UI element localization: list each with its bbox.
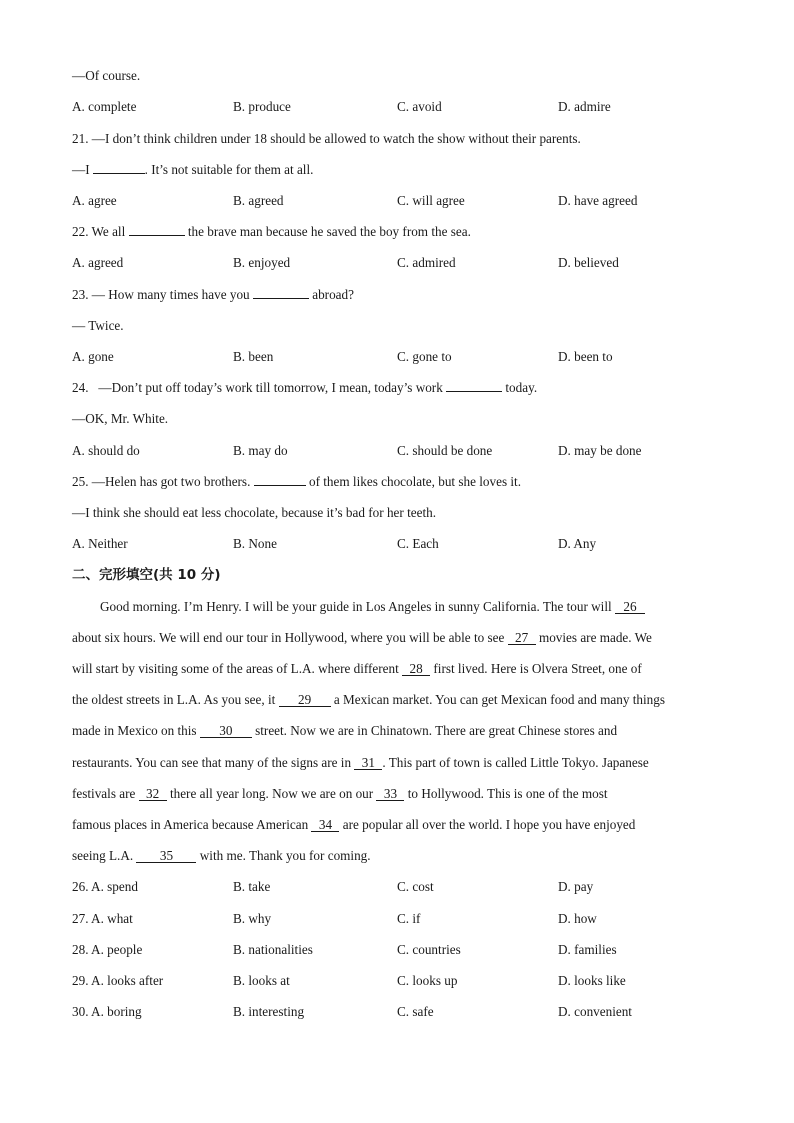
q23-stem-post: abroad? [312,287,354,302]
passage-text: with me. Thank you for coming. [199,848,371,863]
q25-stem [72,474,521,490]
cloze-blank: 35 [136,849,196,863]
q21-reply-pre: —I [72,162,90,177]
passage-line [72,630,652,646]
answer-blank [93,173,145,174]
passage-text: . This part of town is called Little Tokyo. Japanese [382,755,649,770]
cloze-blank: 26 [615,600,645,614]
option-b: B. take [233,879,271,894]
option-a: 27. A. what [72,911,133,926]
option-b: B. why [233,911,272,926]
option-b: B. interesting [233,1004,305,1019]
q21-stem: 21. —I don’t think children under 18 should be allowed to watch the show without their parents. [72,131,581,146]
q22-stem-pre: 22. We all [72,224,126,239]
passage-text: made in Mexico on this [72,723,197,738]
passage-text: Good morning. I’m Henry. I will be your guide in Los Angeles in sunny California. The tour will [100,599,612,614]
passage-text: will start by visiting some of the areas of L.A. where different [72,661,399,676]
passage-text: movies are made. We [538,630,652,645]
option-b: B. None [233,536,277,551]
option-d: D. pay [558,879,594,894]
option-c: C. should be done [397,443,493,458]
passage-text: festivals are [72,786,136,801]
option-d: D. believed [558,255,619,270]
option-a: A. Neither [72,536,128,551]
option-b: B. produce [233,99,291,114]
option-a: A. agreed [72,255,124,270]
q22-stem-post: the brave man because he saved the boy from the sea. [187,224,471,239]
answer-blank [446,391,502,392]
passage-line [72,692,665,708]
passage-text: restaurants. You can see that many of the signs are in [72,755,352,770]
passage-line [100,599,645,615]
option-a: A. should do [72,443,140,458]
option-b: B. may do [233,443,288,458]
option-b: B. nationalities [233,942,313,957]
cloze-blank: 31 [354,756,382,770]
option-d: D. been to [558,349,613,364]
option-a: 29. A. looks after [72,973,164,988]
passage-text: about six hours. We will end our tour in Hollywood, where you will be able to see [72,630,505,645]
q23-reply: — Twice. [72,318,124,333]
cloze-blank: 29 [279,693,331,707]
passage-line [72,661,642,677]
option-a: A. complete [72,99,137,114]
passage-line [72,755,649,771]
passage-text: street. Now we are in Chinatown. There are great Chinese stores and [255,723,618,738]
cloze-blank: 30 [200,724,252,738]
option-c: C. countries [397,942,461,957]
q22-stem [72,224,471,240]
option-b: B. looks at [233,973,290,988]
passage-text: there all year long. Now we are on our [169,786,374,801]
option-d: D. may be done [558,443,642,458]
answer-blank [254,485,306,486]
q24-stem [72,380,537,396]
q24-stem-pre: 24. —Don’t put off today’s work till tomorrow, I mean, today’s work [72,380,443,395]
q23-stem [72,287,354,303]
option-a: 26. A. spend [72,879,138,894]
passage-text: a Mexican market. You can get Mexican food and many things [333,692,665,707]
q21-reply-post: . It’s not suitable for them at all. [144,162,314,177]
option-c: C. if [397,911,421,926]
passage-text: to Hollywood. This is one of the most [407,786,608,801]
option-a: 28. A. people [72,942,143,957]
option-b: B. been [233,349,274,364]
option-d: D. families [558,942,617,957]
passage-text: seeing L.A. [72,848,134,863]
q24-stem-post: today. [505,380,538,395]
passage-line [72,848,371,864]
q25-stem-pre: 25. —Helen has got two brothers. [72,474,251,489]
option-d: D. have agreed [558,193,638,208]
option-c: C. admired [397,255,456,270]
answer-blank [129,235,185,236]
option-c: C. Each [397,536,439,551]
option-c: C. looks up [397,973,458,988]
q20-response: —Of course. [72,68,141,83]
passage-text: famous places in America because American [72,817,309,832]
cloze-blank: 32 [139,787,167,801]
option-c: C. cost [397,879,434,894]
q24-reply: —OK, Mr. White. [72,411,169,426]
option-b: B. agreed [233,193,284,208]
passage-line [72,723,617,739]
option-d: D. Any [558,536,597,551]
q21-reply [72,162,313,178]
q25-reply: —I think she should eat less chocolate, because it’s bad for her teeth. [72,505,437,520]
passage-text: first lived. Here is Olvera Street, one of [433,661,642,676]
option-c: C. avoid [397,99,442,114]
option-d: D. looks like [558,973,626,988]
option-a: A. agree [72,193,117,208]
q23-stem-pre: 23. — How many times have you [72,287,250,302]
option-b: B. enjoyed [233,255,291,270]
cloze-blank: 34 [311,818,339,832]
option-d: D. convenient [558,1004,632,1019]
q25-stem-post: of them likes chocolate, but she loves it. [308,474,522,489]
option-d: D. how [558,911,597,926]
option-c: C. will agree [397,193,465,208]
passage-line [72,817,635,833]
option-a: A. gone [72,349,114,364]
section-heading: 二、完形填空(共 10 分) [72,567,221,583]
passage-text: are popular all over the world. I hope you have enjoyed [342,817,636,832]
cloze-blank: 33 [376,787,404,801]
option-d: D. admire [558,99,611,114]
cloze-blank: 28 [402,662,430,676]
passage-text: the oldest streets in L.A. As you see, it [72,692,276,707]
answer-blank [253,298,309,299]
option-c: C. gone to [397,349,452,364]
option-a: 30. A. boring [72,1004,142,1019]
cloze-blank: 27 [508,631,536,645]
option-c: C. safe [397,1004,434,1019]
passage-line [72,786,608,802]
